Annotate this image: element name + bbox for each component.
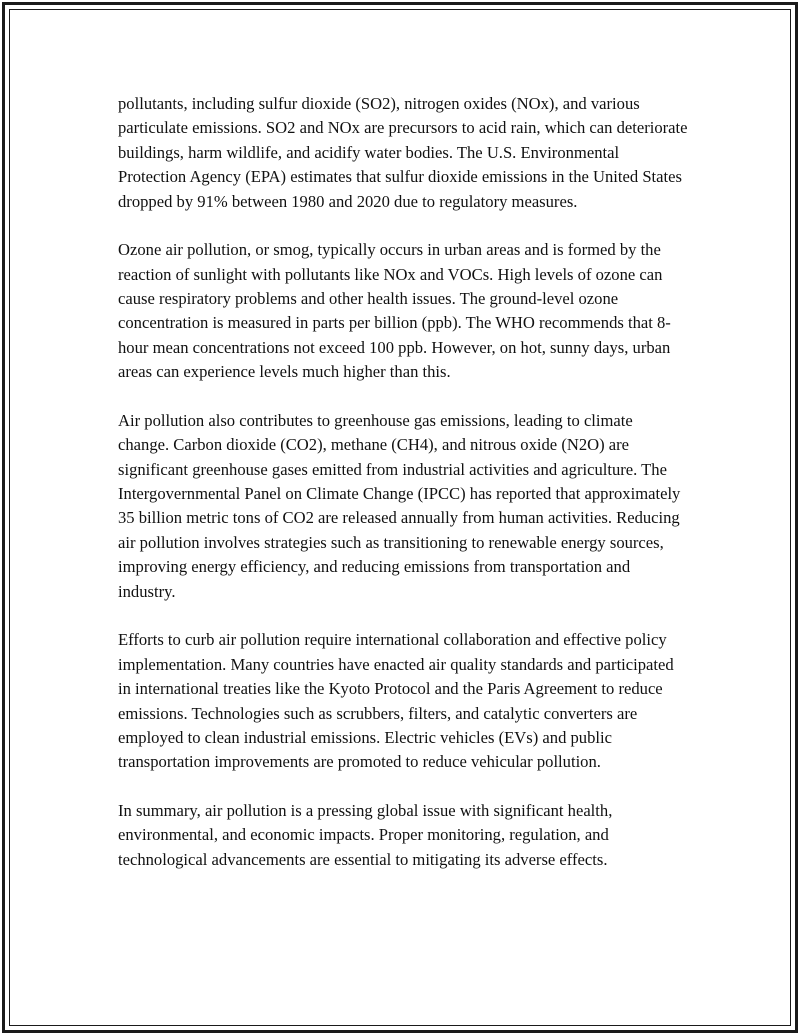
- paragraph-sulfur-dioxide: pollutants, including sulfur dioxide (SO2), nitrogen oxides (NOx), and various particulate emissions. SO2 and NOx are precursors to acid rain, which can deteriorate buildings, harm wildlife, and acidify water bodies. The U.S. Environmental Protection Agency (EPA) estimates that sulfur dioxide emissions in the United States dropped by 91% between 1980 and 2020 due to regulatory measures.: [118, 94, 688, 211]
- document-body: [118, 92, 688, 896]
- paragraph-ozone: Ozone air pollution, or smog, typically occurs in urban areas and is formed by the reaction of sunlight with pollutants like NOx and VOCs. High levels of ozone can cause respiratory problems and other health issues. The ground-level ozone concentration is measured in parts per billion (ppb). The WHO recommends that 8-hour mean concentrations not exceed 100 ppb. However, on hot, sunny days, urban areas can experience levels much higher than this.: [118, 240, 671, 382]
- paragraph-efforts: Efforts to curb air pollution require international collaboration and effective policy implementation. Many countries have enacted air quality standards and participated in international treaties like the Kyoto Protocol and the Paris Agreement to reduce emissions. Technologies such as scrubbers, filters, and catalytic converters are employed to clean industrial emissions. Electric vehicles (EVs) and public transportation improvements are promoted to reduce vehicular pollution.: [118, 630, 674, 772]
- paragraph-greenhouse-gases: Air pollution also contributes to greenhouse gas emissions, leading to climate change. Carbon dioxide (CO2), methane (CH4), and nitrous oxide (N2O) are significant greenhouse gases emitted from industrial activities and agriculture. The Intergovernmental Panel on Climate Change (IPCC) has reported that approximately 35 billion metric tons of CO2 are released annually from human activities. Reducing air pollution involves strategies such as transitioning to renewable energy sources, improving energy efficiency, and reducing emissions from transportation and industry.: [118, 410, 681, 601]
- paragraph-summary: In summary, air pollution is a pressing global issue with significant health, environmental, and economic impacts. Proper monitoring, regulation, and technological advancements are essential to mitigating its adverse effects.: [118, 800, 613, 869]
